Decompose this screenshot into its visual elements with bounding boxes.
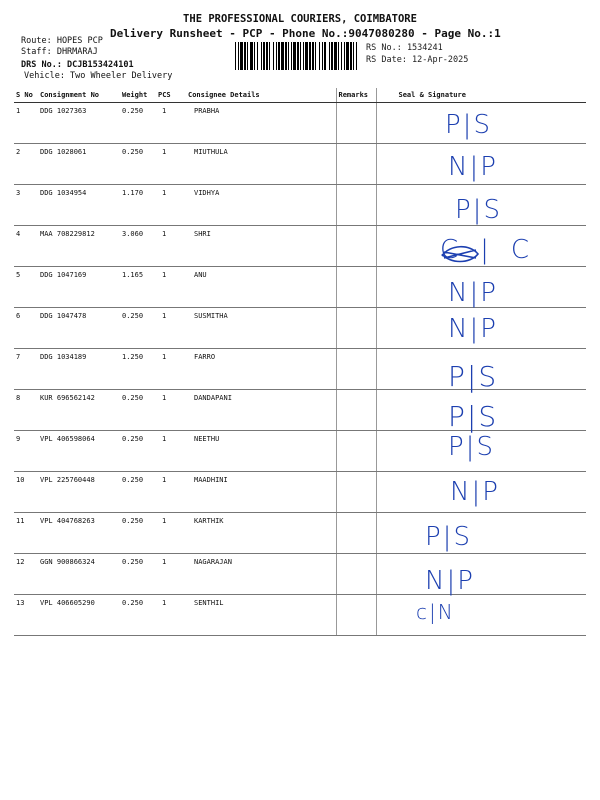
row-consignee: ANU (186, 267, 336, 308)
handwritten-mark: P|S (455, 195, 502, 225)
row-pcs: 1 (156, 554, 186, 595)
handwritten-mark: N|P (425, 566, 475, 596)
row-sno: 1 (14, 103, 38, 144)
handwritten-mark: P|S (448, 360, 499, 393)
handwritten-mark: P|S (445, 110, 492, 140)
col-remarks: Remarks (336, 88, 376, 103)
handwritten-mark: N|P (448, 278, 498, 308)
row-pcs: 1 (156, 185, 186, 226)
table-header-row (14, 88, 586, 103)
row-consignment: VPL 225760448 (38, 472, 120, 513)
row-consignee: NAGARAJAN (186, 554, 336, 595)
handwritten-mark: P|S (448, 400, 499, 433)
row-consignee: MIUTHULA (186, 144, 336, 185)
table-row (14, 595, 586, 636)
row-pcs: 1 (156, 267, 186, 308)
row-pcs: 1 (156, 390, 186, 431)
row-consignment: DDG 1027363 (38, 103, 120, 144)
row-sno: 9 (14, 431, 38, 472)
row-weight: 0.250 (120, 513, 156, 554)
table-row (14, 349, 586, 390)
rs-number: RS No.: 1534241 (366, 43, 443, 53)
row-signature (376, 595, 586, 636)
row-weight: 1.165 (120, 267, 156, 308)
row-sno: 12 (14, 554, 38, 595)
row-consignment: MAA 708229812 (38, 226, 120, 267)
handwritten-mark: C|C (440, 235, 552, 265)
handwritten-mark: P|S (448, 432, 495, 462)
row-weight: 0.250 (120, 595, 156, 636)
row-consignment: VPL 406605290 (38, 595, 120, 636)
row-weight: 0.250 (120, 554, 156, 595)
row-sno: 13 (14, 595, 38, 636)
table-row (14, 390, 586, 431)
handwritten-mark: c|N (416, 600, 455, 624)
vehicle-label: Vehicle: Two Wheeler Delivery (24, 71, 173, 81)
row-consignment: KUR 696562142 (38, 390, 120, 431)
row-consignment: DDG 1047169 (38, 267, 120, 308)
row-remarks (336, 472, 376, 513)
row-pcs: 1 (156, 472, 186, 513)
row-pcs: 1 (156, 431, 186, 472)
row-weight: 0.250 (120, 390, 156, 431)
row-remarks (336, 185, 376, 226)
col-signature: Seal & Signature (376, 88, 586, 103)
row-sno: 10 (14, 472, 38, 513)
row-pcs: 1 (156, 308, 186, 349)
row-remarks (336, 595, 376, 636)
row-sno: 2 (14, 144, 38, 185)
row-remarks (336, 390, 376, 431)
row-signature (376, 554, 586, 595)
row-consignment: GGN 900866324 (38, 554, 120, 595)
row-pcs: 1 (156, 513, 186, 554)
row-weight: 0.250 (120, 144, 156, 185)
row-remarks (336, 513, 376, 554)
row-weight: 0.250 (120, 431, 156, 472)
drs-number: DRS No.: DCJB153424101 (21, 60, 134, 70)
row-remarks (336, 308, 376, 349)
row-consignment: VPL 404768263 (38, 513, 120, 554)
col-consignee: Consignee Details (186, 88, 336, 103)
row-consignee: FARRO (186, 349, 336, 390)
col-weight: Weight (120, 88, 156, 103)
row-sno: 8 (14, 390, 38, 431)
table-row (14, 144, 586, 185)
handwritten-mark: N|P (448, 314, 498, 344)
handwritten-mark: N|P (450, 477, 500, 507)
row-remarks (336, 431, 376, 472)
row-consignee: SHRI (186, 226, 336, 267)
row-sno: 4 (14, 226, 38, 267)
row-consignee: NEETHU (186, 431, 336, 472)
col-consignment: Consignment No (38, 88, 120, 103)
handwritten-mark: P|S (425, 522, 472, 552)
row-sno: 3 (14, 185, 38, 226)
row-consignment: DDG 1034954 (38, 185, 120, 226)
table-row (14, 513, 586, 554)
row-consignee: SENTHIL (186, 595, 336, 636)
row-remarks (336, 349, 376, 390)
row-consignment: VPL 406598064 (38, 431, 120, 472)
col-sno: S No (14, 88, 38, 103)
runsheet-table (14, 88, 586, 636)
row-consignment: DDG 1047478 (38, 308, 120, 349)
table-row (14, 554, 586, 595)
row-sno: 6 (14, 308, 38, 349)
row-remarks (336, 144, 376, 185)
row-weight: 0.250 (120, 472, 156, 513)
row-sno: 7 (14, 349, 38, 390)
row-consignment: DDG 1028061 (38, 144, 120, 185)
table-row (14, 431, 586, 472)
col-pcs: PCS (156, 88, 186, 103)
table-row (14, 103, 586, 144)
table-row (14, 472, 586, 513)
row-sno: 11 (14, 513, 38, 554)
row-remarks (336, 267, 376, 308)
runsheet-subtitle: Delivery Runsheet - PCP - Phone No.:9047080280 - Page No.:1 (110, 27, 501, 40)
row-weight: 1.170 (120, 185, 156, 226)
row-weight: 0.250 (120, 308, 156, 349)
rs-date: RS Date: 12-Apr-2025 (366, 55, 469, 65)
row-pcs: 1 (156, 144, 186, 185)
row-consignee: SUSMITHA (186, 308, 336, 349)
barcode (235, 42, 360, 70)
route-label: Route: HOPES PCP (21, 36, 103, 46)
row-pcs: 1 (156, 349, 186, 390)
row-consignee: PRABHA (186, 103, 336, 144)
row-sno: 5 (14, 267, 38, 308)
row-remarks (336, 103, 376, 144)
row-pcs: 1 (156, 226, 186, 267)
row-weight: 1.250 (120, 349, 156, 390)
row-weight: 0.250 (120, 103, 156, 144)
row-consignment: DDG 1034189 (38, 349, 120, 390)
row-pcs: 1 (156, 595, 186, 636)
scribble-mark (440, 242, 480, 266)
row-consignee: KARTHIK (186, 513, 336, 554)
row-consignee: VIDHYA (186, 185, 336, 226)
company-title: THE PROFESSIONAL COURIERS, COIMBATORE (183, 13, 417, 25)
staff-label: Staff: DHRMARAJ (21, 47, 98, 57)
row-consignee: MAADHINI (186, 472, 336, 513)
row-weight: 3.060 (120, 226, 156, 267)
row-remarks (336, 554, 376, 595)
row-signature (376, 513, 586, 554)
table-row (14, 267, 586, 308)
row-remarks (336, 226, 376, 267)
row-pcs: 1 (156, 103, 186, 144)
row-consignee: DANDAPANI (186, 390, 336, 431)
table-row (14, 308, 586, 349)
handwritten-mark: N|P (448, 152, 498, 182)
